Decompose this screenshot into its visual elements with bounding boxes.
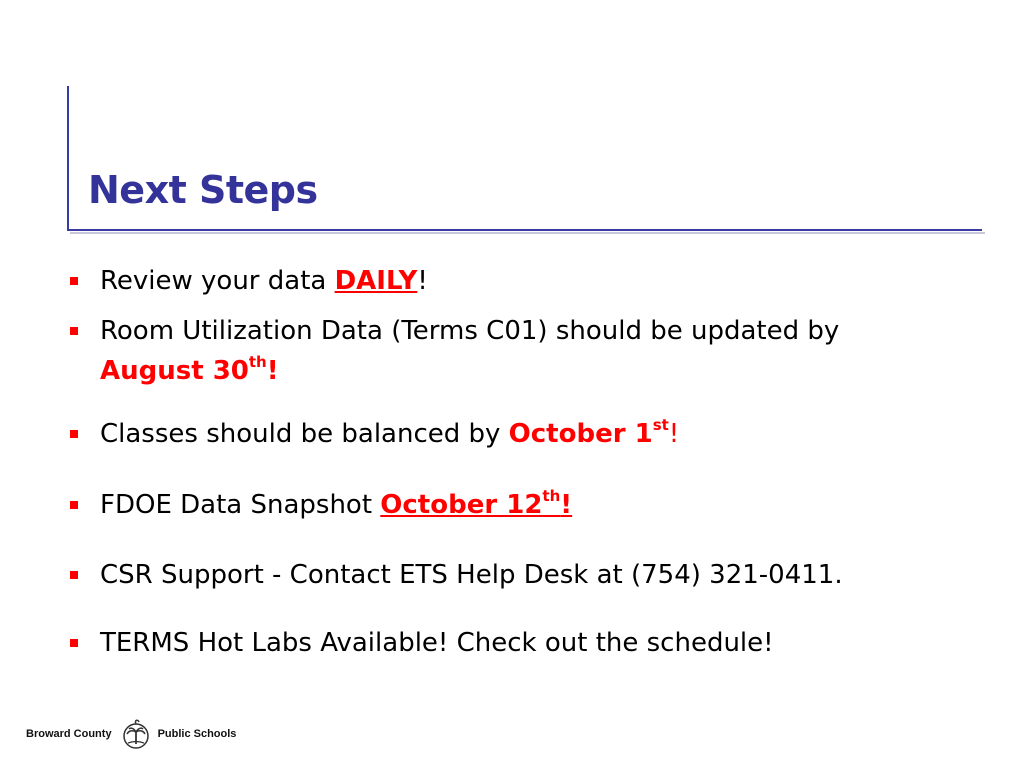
bullet-marker [70, 571, 78, 579]
title-rule-shadow [70, 232, 985, 234]
footer-logo-bar [26, 717, 256, 751]
footer-text-left: Broward County [26, 728, 112, 740]
highlight-august-30: August 30 [100, 356, 249, 386]
bullet-marker [70, 639, 78, 647]
bullet-text: TERMS Hot Labs Available! Check out the schedule! [100, 628, 774, 658]
bullet-marker [70, 277, 78, 285]
title-bottom-rule [67, 229, 982, 231]
highlight-october-12: October 12th! [380, 487, 573, 520]
highlight-daily: DAILY [334, 266, 418, 296]
bullet-text: FDOE Data Snapshot October 12th! [100, 487, 573, 520]
bullet-text: Review your data DAILY! [100, 266, 428, 296]
apple-palm-tree-logo-icon [120, 718, 152, 750]
bullet-text: Classes should be balanced by October 1st! [100, 416, 680, 449]
bullet-marker [70, 327, 78, 335]
bullet-text: Room Utilization Data (Terms C01) should be updated by [100, 316, 840, 346]
highlight-october-1: October 1 [508, 419, 653, 449]
bullet-text: CSR Support - Contact ETS Help Desk at (754) 321-0411. [100, 560, 843, 590]
title-left-rule [67, 86, 69, 231]
slide-title: Next Steps [88, 168, 318, 212]
bullet-marker [70, 501, 78, 509]
footer-text-right: Public Schools [157, 728, 237, 740]
bullet-text-line2: August 30th! [100, 353, 279, 386]
bullet-marker [70, 430, 78, 438]
